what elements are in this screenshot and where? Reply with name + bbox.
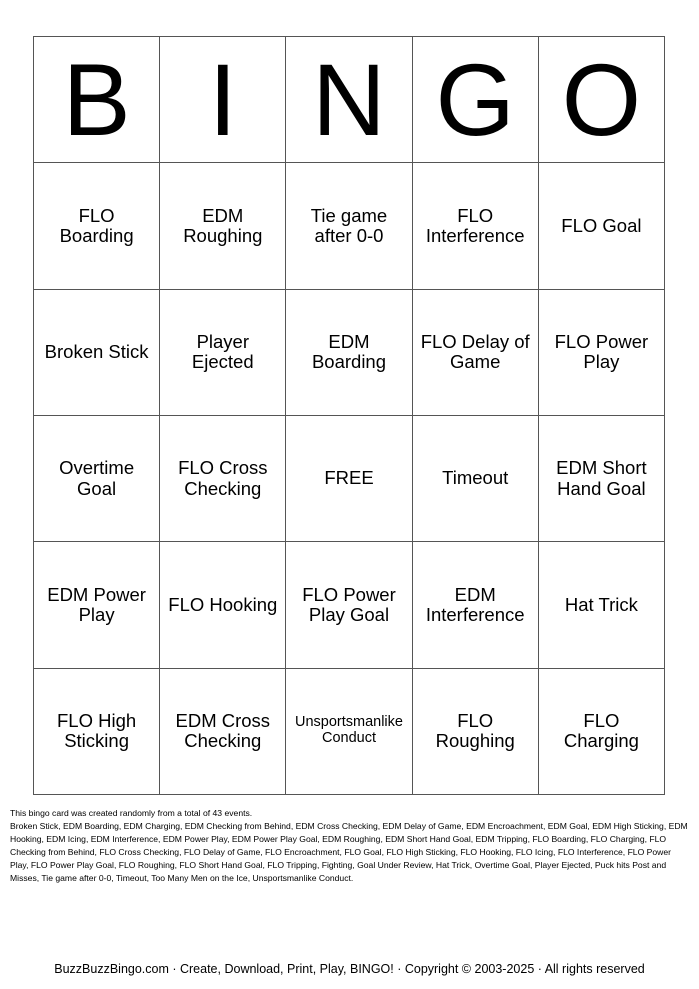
header-letter-b: B (34, 37, 160, 163)
header-letter-i: I (160, 37, 286, 163)
bingo-cell: FLO Boarding (34, 163, 160, 289)
bingo-cell: FLO Power Play (539, 290, 665, 416)
bingo-cell: EDM Boarding (286, 290, 412, 416)
bingo-cell: Broken Stick (34, 290, 160, 416)
bingo-cell: EDM Short Hand Goal (539, 416, 665, 542)
events-note (10, 807, 690, 885)
bingo-cell: EDM Power Play (34, 542, 160, 668)
bingo-cell: FLO Goal (539, 163, 665, 289)
free-space-cell: FREE (286, 416, 412, 542)
events-note-intro: This bingo card was created randomly from a total of 43 events. (10, 808, 253, 818)
site-footer: BuzzBuzzBingo.com · Create, Download, Print, Play, BINGO! · Copyright © 2003-2025 · All rights reserved (54, 962, 645, 976)
bingo-card (33, 36, 665, 795)
bingo-cell: FLO Interference (413, 163, 539, 289)
bingo-cell: FLO Cross Checking (160, 416, 286, 542)
bingo-cell: EDM Roughing (160, 163, 286, 289)
header-letter-o: O (539, 37, 665, 163)
bingo-cell: Timeout (413, 416, 539, 542)
bingo-cell: EDM Cross Checking (160, 669, 286, 795)
bingo-cell: FLO Hooking (160, 542, 286, 668)
bingo-cell: EDM Interference (413, 542, 539, 668)
bingo-cell: FLO Power Play Goal (286, 542, 412, 668)
header-letter-n: N (286, 37, 412, 163)
bingo-cell: Hat Trick (539, 542, 665, 668)
bingo-cell: Unsportsmanlike Conduct (286, 669, 412, 795)
header-letter-g: G (413, 37, 539, 163)
bingo-cell: FLO High Sticking (34, 669, 160, 795)
bingo-cell: Overtime Goal (34, 416, 160, 542)
bingo-cell: FLO Roughing (413, 669, 539, 795)
bingo-cell: Tie game after 0-0 (286, 163, 412, 289)
bingo-cell: FLO Delay of Game (413, 290, 539, 416)
bingo-cell: Player Ejected (160, 290, 286, 416)
bingo-cell: FLO Charging (539, 669, 665, 795)
events-list: Broken Stick, EDM Boarding, EDM Charging, EDM Checking from Behind, EDM Cross Checking, EDM Delay of Game, EDM Encroachment, EDM Goal, EDM High Sticking, EDM Hooking, EDM Icing, EDM Interference, EDM Power Play, EDM Power Play Goal, EDM Roughing, EDM Short Hand Goal, EDM Tripping, FLO Boarding, FLO Charging, FLO Checking from Behind, FLO Cross Checking, FLO Delay of Game, FLO Encroachment, FLO Goal, FLO High Sticking, FLO Hooking, FLO Icing, FLO Interference, FLO Power Play, FLO Power Play Goal, FLO Roughing, FLO Short Hand Goal, FLO Tripping, Fighting, Goal Under Review, Hat Trick, Overtime Goal, Player Ejected, Puck hits Post and Misses, Tie game after 0-0, Timeout, Too Many Men on the Ice, Unsportsmanlike Conduct. (10, 821, 688, 883)
